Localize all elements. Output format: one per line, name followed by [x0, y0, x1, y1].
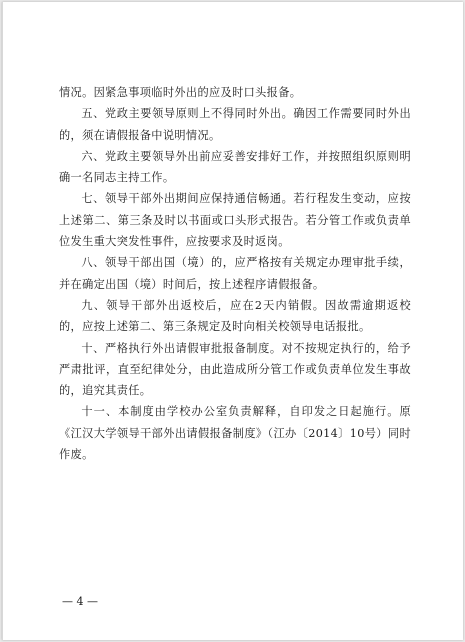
- paragraph-continuation: 情况。因紧急事项临时外出的应及时口头报备。: [59, 86, 302, 99]
- page-edge: [2, 2, 3, 640]
- page-number: — 4 —: [62, 595, 98, 608]
- document-body: [59, 82, 411, 465]
- document-page: [2, 2, 463, 640]
- paragraph-article-5: 五、党政主要领导原则上不得同时外出。确因工作需要同时外出的，须在请假报备中说明情况。: [59, 107, 411, 142]
- paragraph-article-6: 六、党政主要领导外出前应妥善安排好工作，并按照组织原则明确一名同志主持工作。: [59, 149, 411, 185]
- paragraph-article-9: 九、领导干部外出返校后，应在2天内销假。因故需逾期返校的，应按上述第二、第三条规定及时向相关校领导电话报批。: [59, 298, 411, 334]
- paragraph-article-10: 十、严格执行外出请假审批报备制度。对不按规定执行的，给予严肃批评，直至纪律处分，由此造成所分管工作或负责单位发生事故的，追究其责任。: [59, 341, 411, 398]
- paragraph-article-11: 十一、本制度由学校办公室负责解释，自印发之日起施行。原《江汉大学领导干部外出请假报备制度》（江办〔2014〕10号）同时作废。: [59, 405, 411, 462]
- paragraph-article-7: 七、领导干部外出期间应保持通信畅通。若行程发生变动，应按上述第二、第三条及时以书面或口头形式报告。若分管工作或负责单位发生重大突发性事件，应按要求及时返岗。: [59, 192, 411, 249]
- paragraph-article-8: 八、领导干部出国（境）的，应严格按有关规定办理审批手续，并在确定出国（境）时间后，按上述程序请假报备。: [59, 256, 411, 291]
